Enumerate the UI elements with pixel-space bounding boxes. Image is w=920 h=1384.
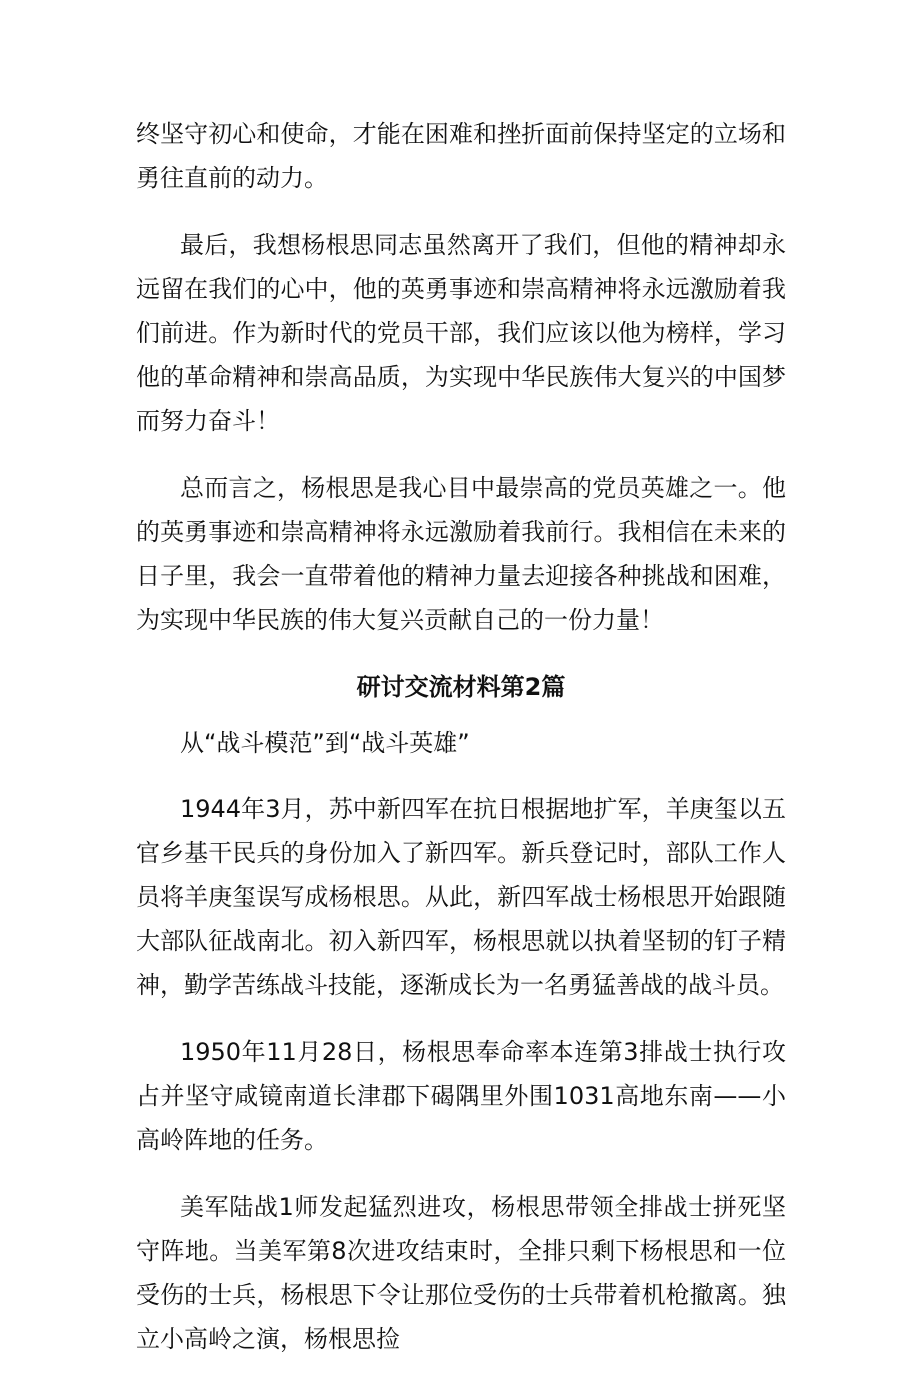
paragraph-final-thoughts: 最后，我想杨根思同志虽然离开了我们，但他的精神却永远留在我们的心中，他的英勇事迹和崇高精神将永远激励着我们前进。作为新时代的党员干部，我们应该以他为榜样，学习他的革命精神和崇高品质，为实现中华民族伟大复兴的中国梦而努力奋斗！	[136, 231, 786, 435]
section-subtitle: 从“战斗模范”到“战斗英雄”	[180, 729, 470, 757]
section-title: 研讨交流材料第2篇	[356, 673, 566, 701]
paragraph-battle: 美军陆战1师发起猛烈进攻，杨根思带领全排战士拼死坚守阵地。当美军第8次进攻结束时，全排只剩下杨根思和一位受伤的士兵，杨根思下令让那位受伤的士兵带着机枪撤离。独立小高岭之演，杨根思捡	[136, 1193, 786, 1353]
paragraph-1950: 1950年11月28日，杨根思奉命率本连第3排战士执行攻占并坚守咸镜南道长津郡下碣隅里外围1031高地东南——小高岭阵地的任务。	[136, 1038, 786, 1154]
paragraph-continued: 终坚守初心和使命，才能在困难和挫折面前保持坚定的立场和勇往直前的动力。	[136, 120, 786, 192]
paragraph-1944: 1944年3月，苏中新四军在抗日根据地扩军，羊庚玺以五官乡基干民兵的身份加入了新四军。新兵登记时，部队工作人员将羊庚玺误写成杨根思。从此，新四军战士杨根思开始跟随大部队征战南北。初入新四军，杨根思就以执着坚韧的钉子精神，勤学苦练战斗技能，逐渐成长为一名勇猛善战的战斗员。	[136, 795, 786, 999]
document-body	[136, 112, 786, 1384]
paragraph-summary: 总而言之，杨根思是我心目中最崇高的党员英雄之一。他的英勇事迹和崇高精神将永远激励着我前行。我相信在未来的日子里，我会一直带着他的精神力量去迎接各种挑战和困难，为实现中华民族的伟大复兴贡献自己的一份力量！	[136, 474, 786, 634]
